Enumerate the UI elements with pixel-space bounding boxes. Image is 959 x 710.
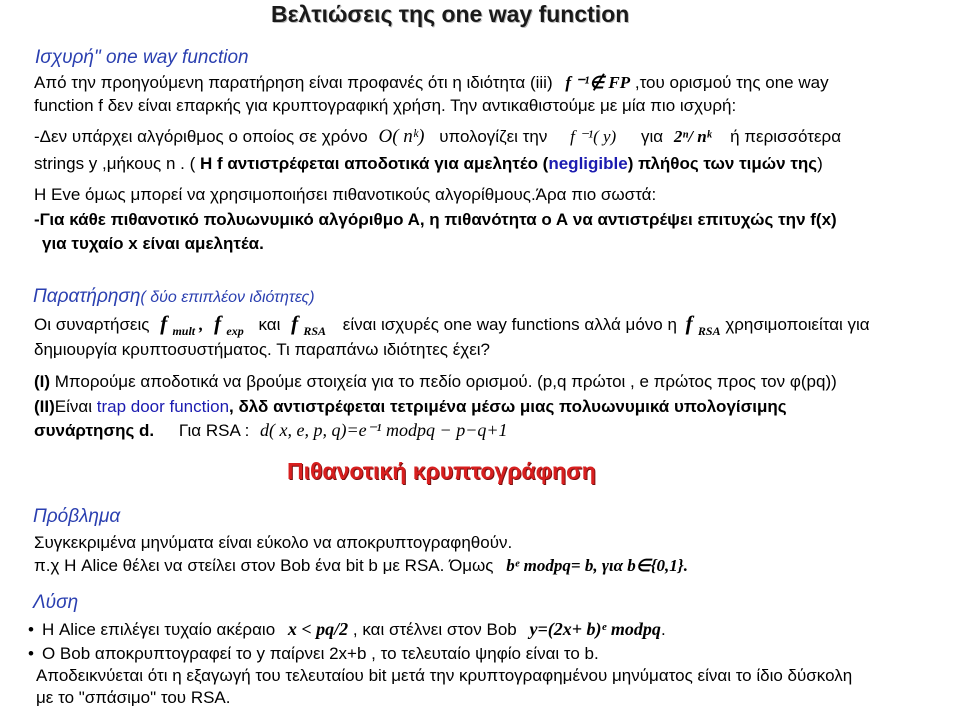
remark-heading: Παρατήρηση( δύο επιπλέον ιδιότητες) <box>33 286 315 307</box>
bullet-icon: • <box>28 644 34 663</box>
strong-owf-heading: Ισχυρή" one way function <box>35 47 249 68</box>
page-title: Βελτιώσεις της one way function <box>271 1 630 27</box>
s1-line-1: Από την προηγούμενη παρατήρηση είναι προφανές ότι η ιδιότητα (iii) f ⁻¹∉ FP ,του ορισμού της one way <box>34 73 829 92</box>
s3-bullet-1: • Η Alice επιλέγει τυχαίο ακέραιο x < pq/2 , και στέλνει στον Bob y=(2x+ b)ᵉ modpq. <box>28 619 666 639</box>
s3-bullet-2: • Ο Bob αποκρυπτογραφεί το y παίρνει 2x+b , το τελευταίο ψηφίο είναι το b. <box>28 644 599 663</box>
s1-line-4: strings y ,μήκους n . ( Η f αντιστρέφεται αποδοτικά για αμελητέο (negligible) πλήθος των τιμών της) <box>34 154 823 173</box>
s1-line-7: για τυχαίο x είναι αμελητέα. <box>42 234 264 253</box>
f-rsa-formula: f $_{RSA}$ <box>291 311 327 339</box>
s1-line-3: -Δεν υπάρχει αλγόριθμος ο οποίος σε χρόνο O( nᵏ) υπολογίζει την f ⁻¹( y) για 2ⁿ/ nᵏ ή περισσότερα <box>34 126 842 147</box>
s2-line-4: (II)Είναι trap door function, δλδ αντιστρέφεται τετριμένα μέσω μιας πολυωνυμικά υπολογίσιμης <box>34 397 787 416</box>
f-inverse-y-formula: f ⁻¹( y) <box>570 127 617 146</box>
s1-line-5: Η Eve όμως μπορεί να χρησιμοποιήσει πιθανοτικούς αλγορίθμους.Άρα πιο σωστά: <box>34 185 657 204</box>
section-title-probabilistic-encryption: Πιθανοτική κρυπτογράφηση <box>287 458 596 484</box>
bullet-icon: • <box>28 620 34 639</box>
solution-heading: Λύση <box>33 592 79 613</box>
negligible-term: negligible <box>548 154 628 173</box>
ratio-formula: 2ⁿ/ nᵏ <box>673 127 712 146</box>
s2-line-2: δημιουργία κρυπτοσυστήματος. Τι παραπάνω ιδιότητες έχει? <box>34 340 491 359</box>
s3-line-2: π.χ Η Alice θέλει να στείλει στον Bob ένα bit b με RSA. Όμως bᵉ modpq= b, για b∈{0,1}. <box>34 556 688 575</box>
rsa-bit-formula: bᵉ modpq= b, για b∈{0,1}. <box>506 556 688 575</box>
s2-line-5: συνάρτησης d. Για RSA : d( x, e, p, q)=e⁻¹ modpq − p−q+1 <box>34 420 508 440</box>
s2-line-3: (I) Μπορούμε αποδοτικά να βρούμε στοιχεία για το πεδίο ορισμού. (p,q πρώτοι , e πρώτος προς τον φ(pq)) <box>34 372 837 391</box>
big-o-formula: O( nᵏ) <box>378 126 425 147</box>
f-rsa-formula-2: f $_{RSA}$ <box>685 311 721 339</box>
encryption-formula: y=(2x+ b)ᵉ modpq <box>529 619 661 639</box>
s3-line-3: Αποδεικνύεται ότι η εξαγωγή του τελευταίου bit μετά την κρυπτογραφημένου μηνύματος είναι το ίδιο δύσκολη <box>36 666 853 685</box>
s3-line-1: Συγκεκριμένα μηνύματα είναι εύκολο να αποκρυπτογραφηθούν. <box>34 533 513 552</box>
problem-heading: Πρόβλημα <box>33 506 121 527</box>
rsa-d-formula: d( x, e, p, q)=e⁻¹ modpq − p−q+1 <box>260 420 508 440</box>
s1-line-6: -Για κάθε πιθανοτικό πολυωνυμικό αλγόριθμο Α, η πιθανότητα ο Α να αντιστρέψει επιτυχώς την f(x) <box>34 210 837 229</box>
x-bound-formula: x < pq/2 <box>287 619 349 639</box>
s1-line-2: function f δεν είναι επαρκής για κρυπτογραφική χρήση. Την αντικαθιστούμε με μία πιο ισχυρή: <box>34 96 737 115</box>
f-mult-formula: f $_{mult}$ <box>160 311 196 339</box>
f-exp-formula: f $_{exp}$ <box>214 311 244 339</box>
trap-door-term: trap door function <box>96 397 230 416</box>
f-inverse-not-fp-formula: f ⁻¹∉ FP <box>565 73 631 92</box>
s2-line-1: Οι συναρτήσεις f $_{mult}$ , f $_{exp}$ και f $_{RSA}$ είναι ισχυρές one way functions αλλά μόνο η f $_{RSA}$ χρησιμοποιείται για <box>34 311 870 339</box>
s3-line-4: με το "σπάσιμο" του RSA. <box>36 688 231 707</box>
